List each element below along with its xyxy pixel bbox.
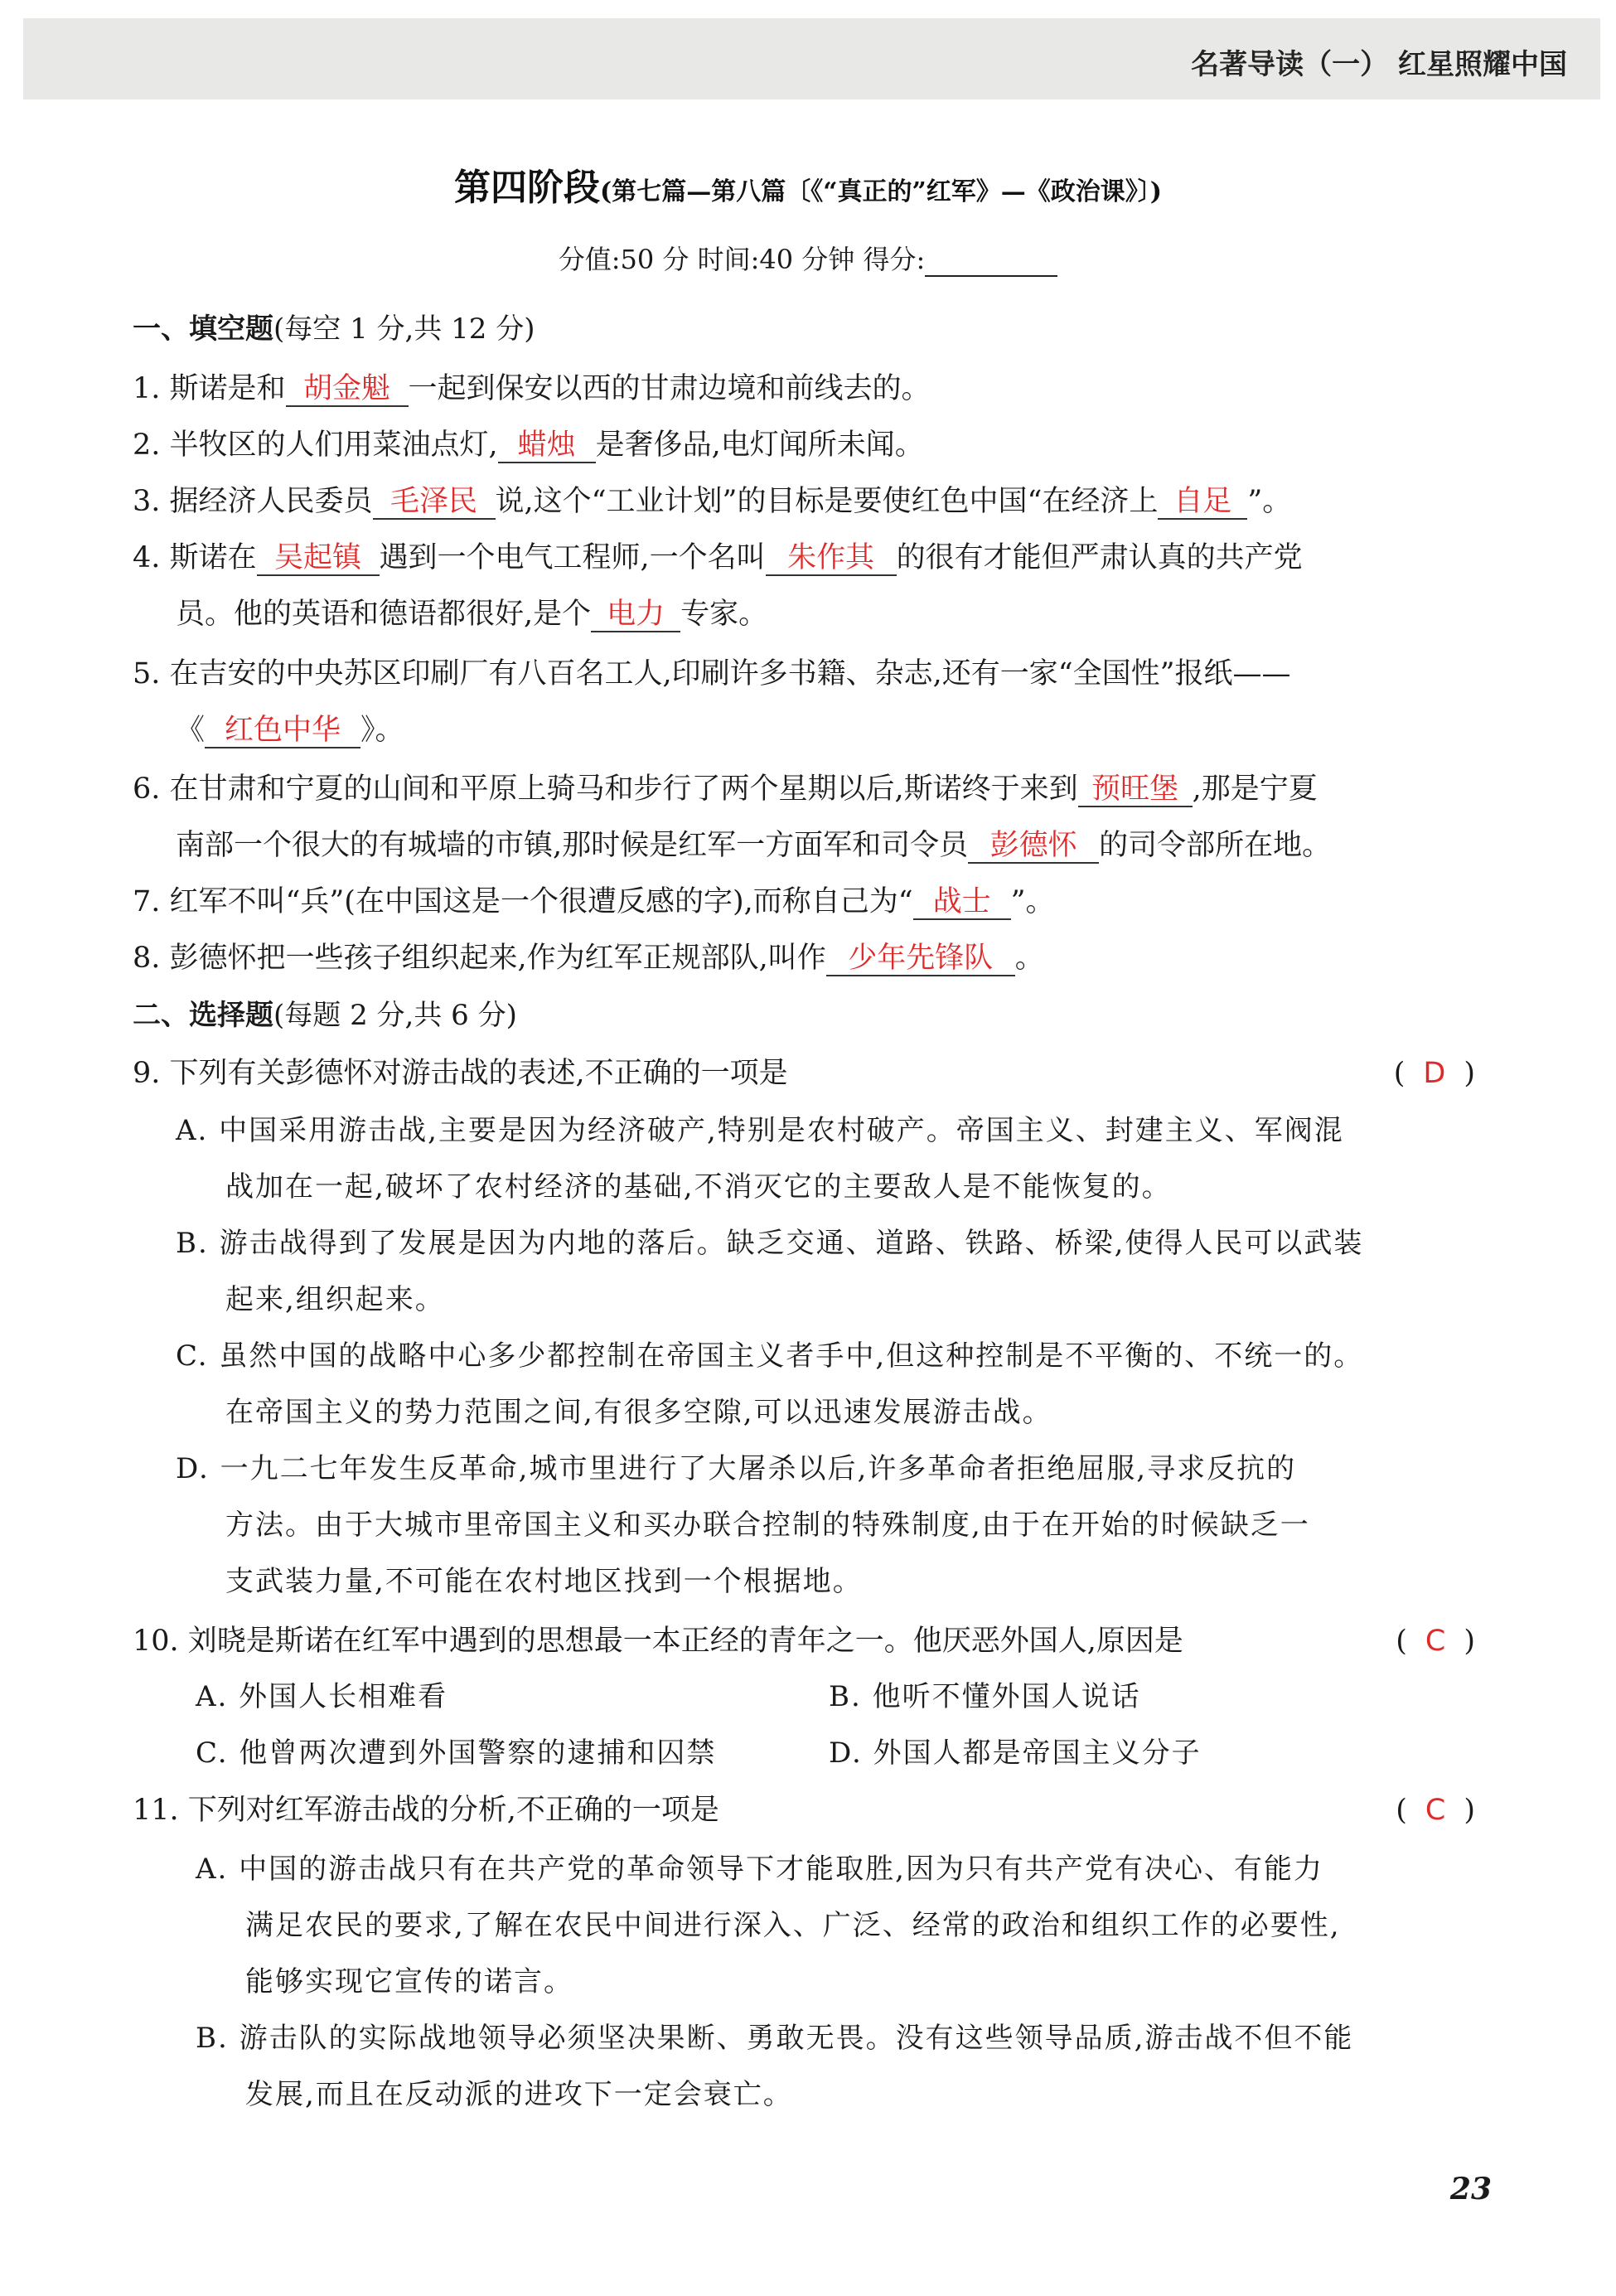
q-text: 3. 据经济人民委员: [133, 485, 373, 518]
answer-blank[interactable]: 战士: [913, 885, 1011, 920]
answer-blank[interactable]: 少年先锋队: [826, 942, 1015, 976]
header-bar: [23, 18, 1600, 99]
option-a: A. 中国的游击战只有在共产党的革命领导下才能取胜,因为只有共产党有决心、有能力: [196, 1853, 1323, 1886]
page-number: 23: [1449, 2172, 1492, 2206]
question-5: [133, 656, 1291, 692]
option-d-cont: 方法。由于大城市里帝国主义和买办联合控制的特殊制度,由于在开始的时候缺乏一: [225, 1509, 1310, 1542]
q-text: 4. 斯诺在: [133, 541, 257, 574]
question-5-line2: [176, 712, 404, 748]
q-text: 的很有才能但严肃认真的共产党: [896, 541, 1303, 574]
section-title: 一、填空题: [133, 312, 273, 346]
q-text: 一起到保安以西的甘肃边境和前线去的。: [408, 372, 931, 405]
q-text: 南部一个很大的有城墙的市镇,那时候是红军一方面军和司令员: [176, 829, 969, 862]
section-points: (每题 2 分,共 6 分): [273, 999, 517, 1032]
answer-paren: [1394, 1055, 1475, 1092]
option-d: D. 一九二七年发生反革命,城市里进行了大屠杀以后,许多革命者拒绝屈服,寻求反抗的: [176, 1452, 1297, 1485]
paren: ): [1464, 1057, 1475, 1090]
q-text: 遇到一个电气工程师,一个名叫: [379, 541, 766, 574]
paren: (: [1396, 1625, 1407, 1658]
answer-paren: [1396, 1623, 1475, 1659]
q-text: 7. 红军不叫“兵”(在中国这是一个很遭反感的字),而称自己为“: [133, 885, 913, 918]
question-11-stem: 11. 下列对红军游击战的分析,不正确的一项是: [133, 1794, 719, 1827]
q-text: 5. 在吉安的中央苏区印刷厂有八百名工人,印刷许多书籍、杂志,还有一家“全国性”报纸——: [133, 657, 1291, 690]
page-title: [0, 157, 1616, 211]
q-text: ”。: [1247, 485, 1292, 518]
title-main: 第四阶段: [454, 167, 601, 209]
option-b: B. 他听不懂外国人说话: [829, 1680, 1141, 1713]
answer-blank[interactable]: 彭德怀: [968, 829, 1099, 864]
option-c: C. 他曾两次遭到外国警察的逮捕和囚禁: [196, 1737, 717, 1770]
option-d: D. 外国人都是帝国主义分子: [829, 1737, 1202, 1770]
answer-blank[interactable]: 电力: [591, 598, 680, 632]
answer-blank[interactable]: 预旺堡: [1078, 773, 1193, 807]
q-text: 8. 彭德怀把一些孩子组织起来,作为红军正规部队,叫作: [133, 942, 826, 975]
section-title: 二、选择题: [133, 999, 273, 1032]
option-b-cont: 发展,而且在反动派的进攻下一定会衰亡。: [245, 2078, 793, 2111]
q-text: 的司令部所在地。: [1099, 829, 1332, 862]
question-6: [133, 771, 1318, 807]
question-10-stem: 10. 刘晓是斯诺在红军中遇到的思想最一本正经的青年之一。他厌恶外国人,原因是: [133, 1625, 1183, 1658]
paren: (: [1393, 1057, 1406, 1090]
q-text: 专家。: [680, 598, 768, 631]
question-4-line2: [176, 596, 767, 632]
choice-answer[interactable]: C: [1425, 1625, 1446, 1658]
title-sub: (第七篇—第八篇〔《“真正的”红军》—《政治课》〕): [600, 177, 1162, 206]
option-b: B. 游击战得到了发展是因为内地的落后。缺乏交通、道路、铁路、桥梁,使得人民可以武装: [176, 1227, 1364, 1260]
q-text: 6. 在甘肃和宁夏的山间和平原上骑马和步行了两个星期以后,斯诺终于来到: [133, 773, 1078, 806]
q-text: 1. 斯诺是和: [133, 372, 286, 405]
choice-answer[interactable]: D: [1423, 1057, 1446, 1090]
question-3: [133, 483, 1291, 520]
option-a-cont: 满足农民的要求,了解在农民中间进行深入、广泛、经常的政治和组织工作的必要性,: [245, 1909, 1341, 1942]
answer-blank[interactable]: 自足: [1158, 485, 1247, 520]
option-a-cont: 能够实现它宣传的诺言。: [245, 1965, 573, 1998]
option-d-cont: 支武装力量,不可能在农村地区找到一个根据地。: [225, 1565, 863, 1598]
answer-blank[interactable]: 朱作其: [766, 541, 897, 576]
answer-paren: [1396, 1792, 1475, 1829]
q-text: 是奢侈品,电灯闻所未闻。: [595, 429, 924, 462]
option-c: C. 虽然中国的战略中心多少都控制在帝国主义者手中,但这种控制是不平衡的、不统一的。: [176, 1339, 1364, 1373]
question-4: [133, 540, 1303, 576]
option-a-cont: 战加在一起,破坏了农村经济的基础,不消灭它的主要敌人是不能恢复的。: [225, 1170, 1172, 1204]
q-text: 《: [176, 714, 206, 747]
q-text: ,那是宁夏: [1192, 773, 1318, 806]
paren: (: [1396, 1794, 1407, 1827]
option-a: A. 外国人长相难看: [196, 1680, 448, 1713]
q-text: 2. 半牧区的人们用菜油点灯,: [133, 429, 498, 462]
answer-blank[interactable]: 蜡烛: [498, 429, 596, 463]
option-a: A. 中国采用游击战,主要是因为经济破产,特别是农村破产。帝国主义、封建主义、军阀混: [176, 1114, 1344, 1147]
option-b-cont: 起来,组织起来。: [225, 1283, 445, 1316]
q-text: ”。: [1010, 885, 1055, 918]
section-fill-blank: [133, 311, 535, 347]
section-multiple-choice: [133, 997, 517, 1034]
answer-blank[interactable]: 毛泽民: [373, 485, 496, 520]
q-text: 员。他的英语和德语都很好,是个: [176, 598, 592, 631]
score-meta: [0, 239, 1616, 277]
section-points: (每空 1 分,共 12 分): [273, 312, 535, 346]
question-2: [133, 427, 924, 463]
score-blank[interactable]: [925, 249, 1057, 277]
q-text: 说,这个“工业计划”的目标是要使红色中国“在经济上: [495, 485, 1159, 518]
choice-answer[interactable]: C: [1425, 1794, 1446, 1827]
answer-blank[interactable]: 吴起镇: [257, 541, 380, 576]
paren: ): [1464, 1625, 1475, 1658]
header-title: 名著导读（一） 红星照耀中国: [1191, 48, 1567, 81]
option-c-cont: 在帝国主义的势力范围之间,有很多空隙,可以迅速发展游击战。: [225, 1396, 1052, 1429]
q-text: 。: [1014, 942, 1044, 975]
question-9-stem: 9. 下列有关彭德怀对游击战的表述,不正确的一项是: [133, 1057, 788, 1090]
q-text: 》。: [360, 714, 404, 747]
question-6-line2: [176, 827, 1331, 864]
question-7: [133, 884, 1055, 920]
paren: ): [1464, 1794, 1475, 1827]
option-b: B. 游击队的实际战地领导必须坚决果断、勇敢无畏。没有这些领导品质,游击战不但不能: [196, 2022, 1354, 2055]
answer-blank[interactable]: 红色中华: [205, 714, 360, 748]
question-1: [133, 371, 931, 407]
answer-blank[interactable]: 胡金魁: [286, 372, 409, 407]
question-8: [133, 940, 1044, 976]
meta-text: 分值:50 分 时间:40 分钟 得分:: [558, 244, 926, 275]
